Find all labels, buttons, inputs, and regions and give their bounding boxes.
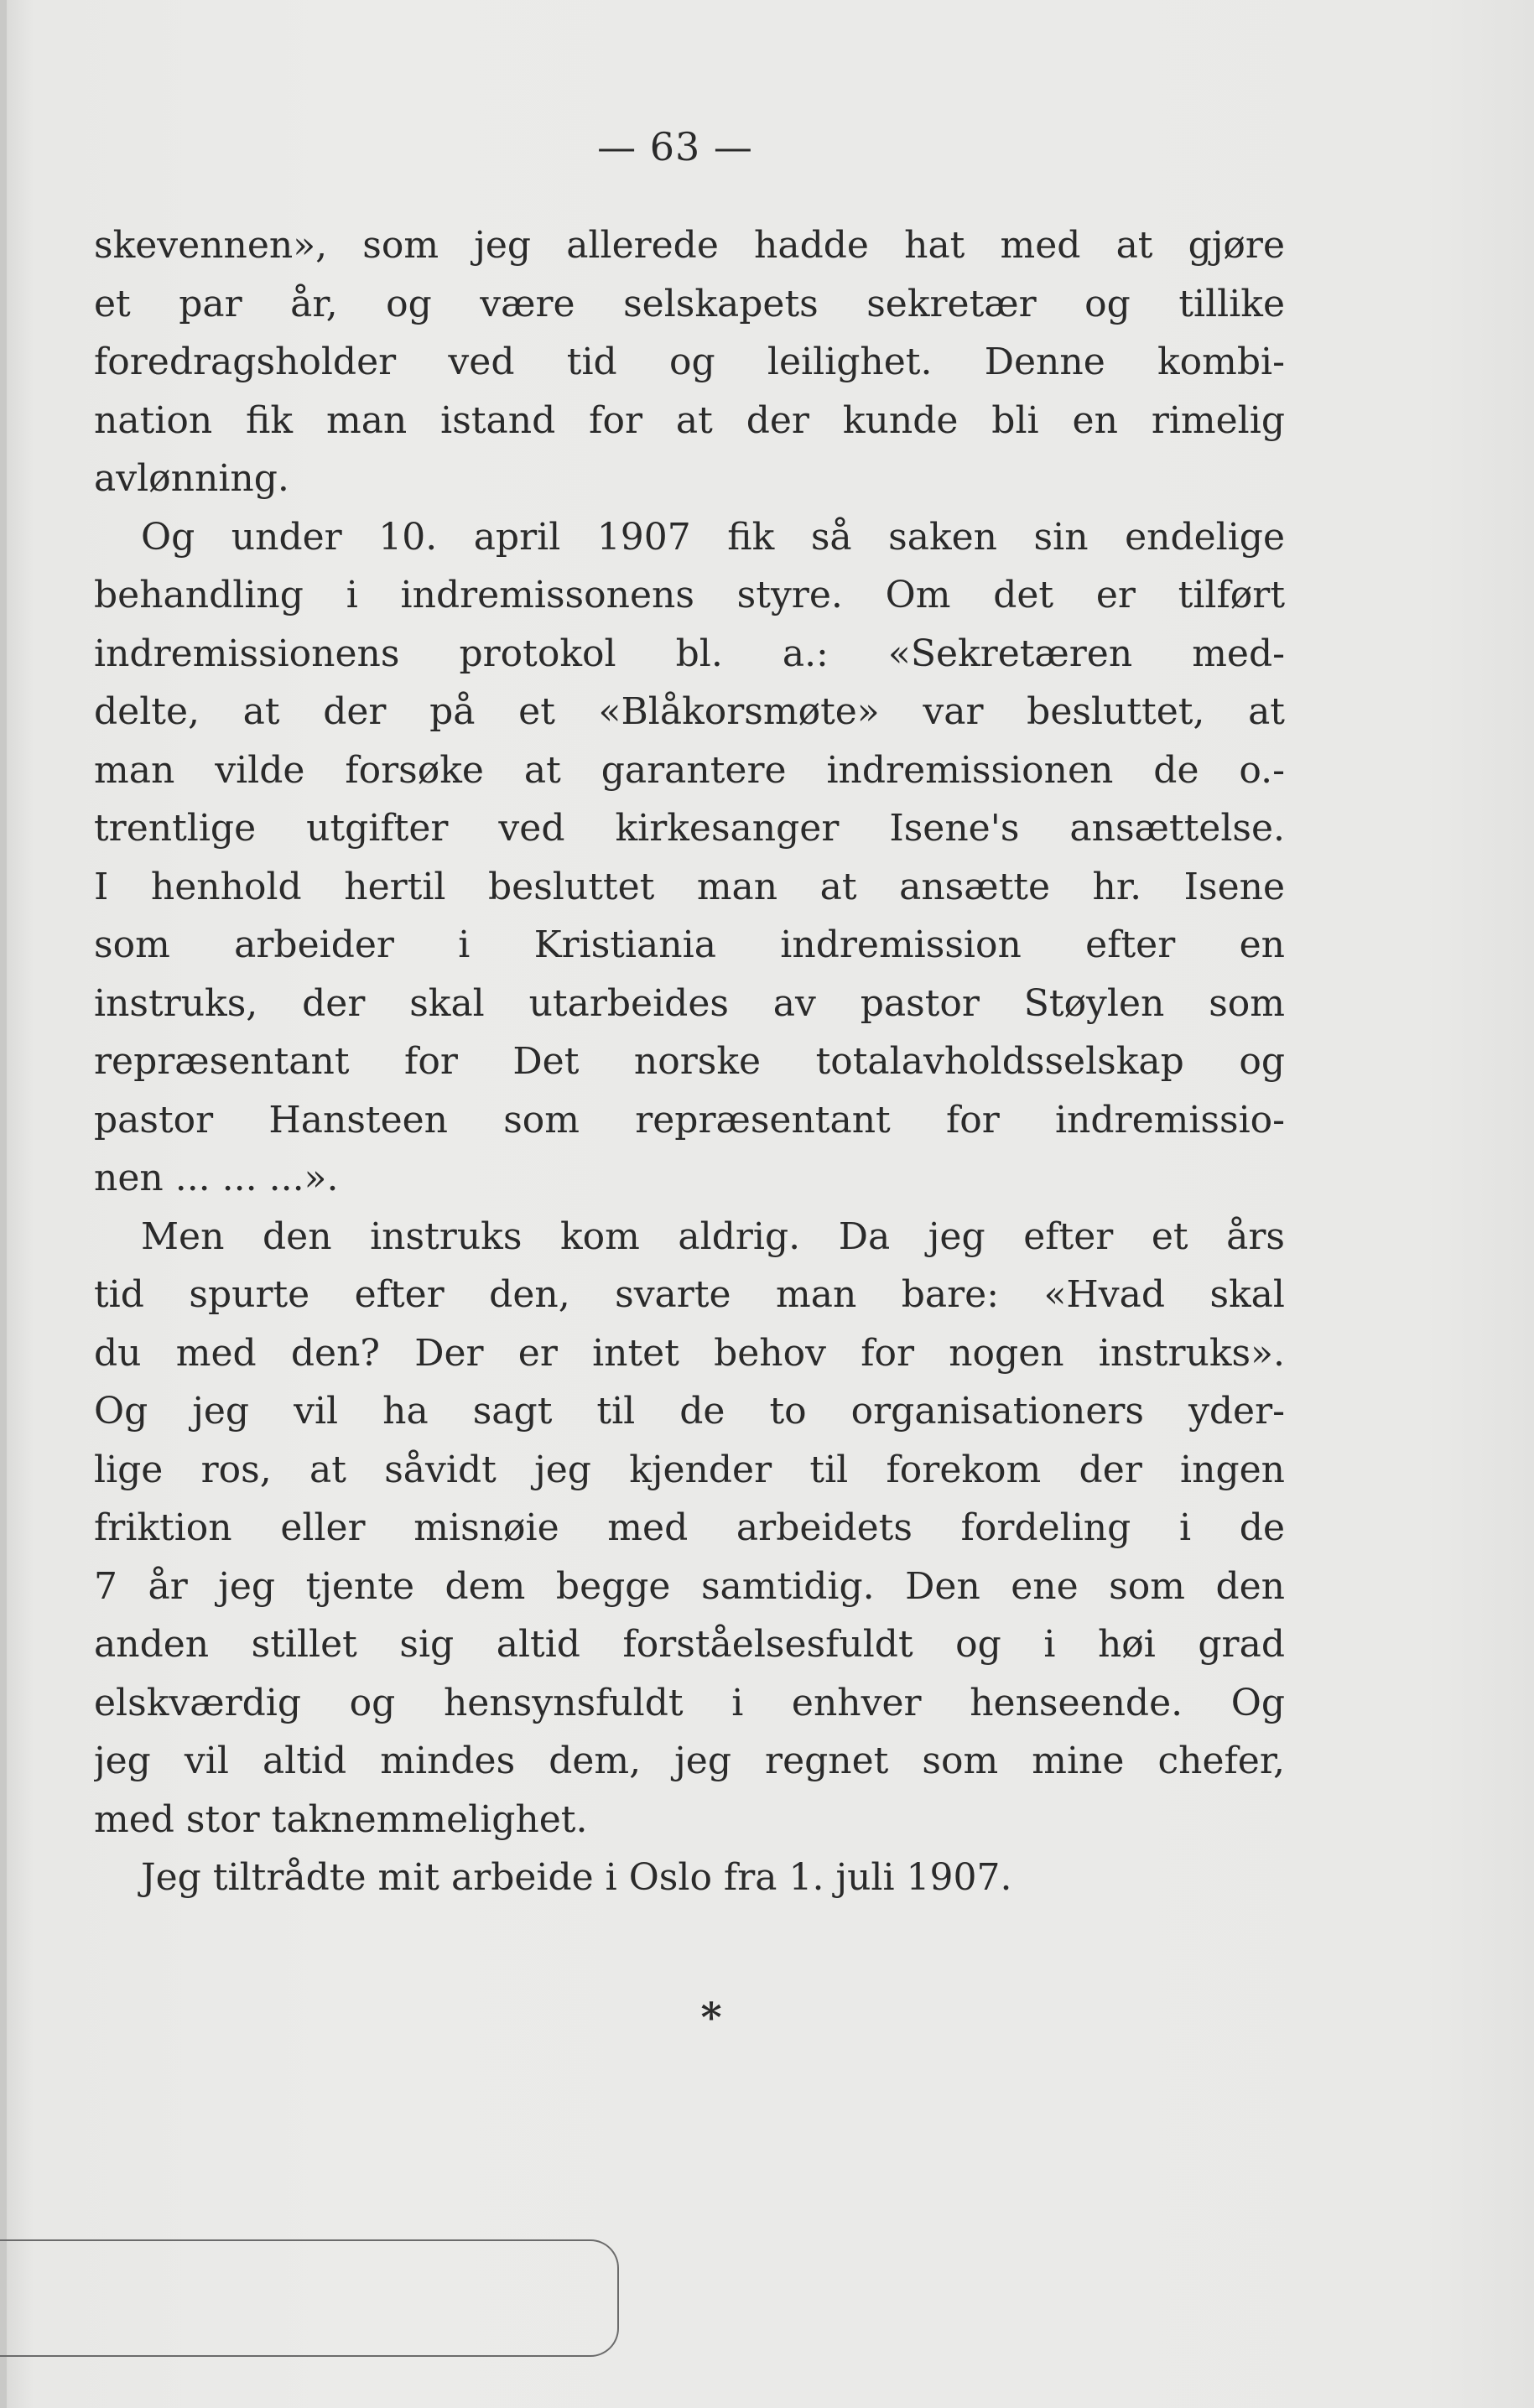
text-line: man vilde forsøke at garantere indremissionen de o.- — [94, 748, 1285, 792]
text-line: 7 år jeg tjente dem begge samtidig. Den ene som den — [94, 1564, 1285, 1608]
body-text — [94, 216, 1285, 1907]
text-line: repræsentant for Det norske totalavholdsselskap og — [94, 1040, 1285, 1083]
text-line: tid spurte efter den, svarte man bare: «Hvad skal — [94, 1273, 1285, 1316]
text-line: Men den instruks kom aldrig. Da jeg efter et års — [141, 1214, 1285, 1258]
text-line: elskværdig og hensynsfuldt i enhver henseende. Og — [94, 1681, 1285, 1724]
text-line: indremissionens protokol bl. a.: «Sekretæren med- — [94, 632, 1285, 675]
text-line: friktion eller misnøie med arbeidets fordeling i de — [94, 1506, 1285, 1549]
text-line: trentlige utgifter ved kirkesanger Isene's ansættelse. — [94, 807, 1285, 850]
text-line: Og jeg vil ha sagt til de to organisationers yder- — [94, 1390, 1285, 1433]
text-line: du med den? Der er intet behov for nogen instruks». — [94, 1331, 1285, 1375]
page-binding-edge — [0, 0, 7, 2408]
text-line: jeg vil altid mindes dem, jeg regnet som mine chefer, — [94, 1740, 1285, 1782]
text-line: pastor Hansteen som repræsentant for indremissio- — [94, 1098, 1285, 1142]
text-line: Jeg tiltrådte mit arbeide i Oslo fra 1. juli 1907. — [141, 1856, 1012, 1899]
text-line: nation fik man istand for at der kunde bli en rimelig — [94, 398, 1285, 442]
text-line: nen ... ... ...». — [94, 1157, 339, 1199]
text-line: anden stillet sig altid forståelsesfuldt og i høi grad — [94, 1623, 1285, 1666]
section-separator: * — [700, 1995, 722, 2041]
text-line: med stor taknemmelighet. — [94, 1797, 588, 1841]
bookmark-tab-outline — [0, 2239, 619, 2357]
text-line: behandling i indremissonens styre. Om det er tilført — [94, 574, 1285, 616]
text-line: som arbeider i Kristiania indremission efter en — [94, 923, 1285, 966]
text-line: I henhold hertil besluttet man at ansætte hr. Isene — [94, 865, 1285, 908]
text-line: skevennen», som jeg allerede hadde hat med at gjøre — [94, 224, 1285, 267]
text-line: Og under 10. april 1907 fik så saken sin endelige — [141, 515, 1285, 559]
text-line: lige ros, at såvidt jeg kjender til forekom der ingen — [94, 1448, 1285, 1491]
page-number: — 63 — — [597, 124, 753, 169]
text-line: instruks, der skal utarbeides av pastor Støylen som — [94, 981, 1285, 1025]
text-line: avlønning. — [94, 457, 289, 500]
text-line: foredragsholder ved tid og leilighet. Denne kombi- — [94, 341, 1285, 383]
text-line: et par år, og være selskapets sekretær og tillike — [94, 282, 1285, 325]
text-line: delte, at der på et «Blåkorsmøte» var besluttet, at — [94, 690, 1285, 733]
